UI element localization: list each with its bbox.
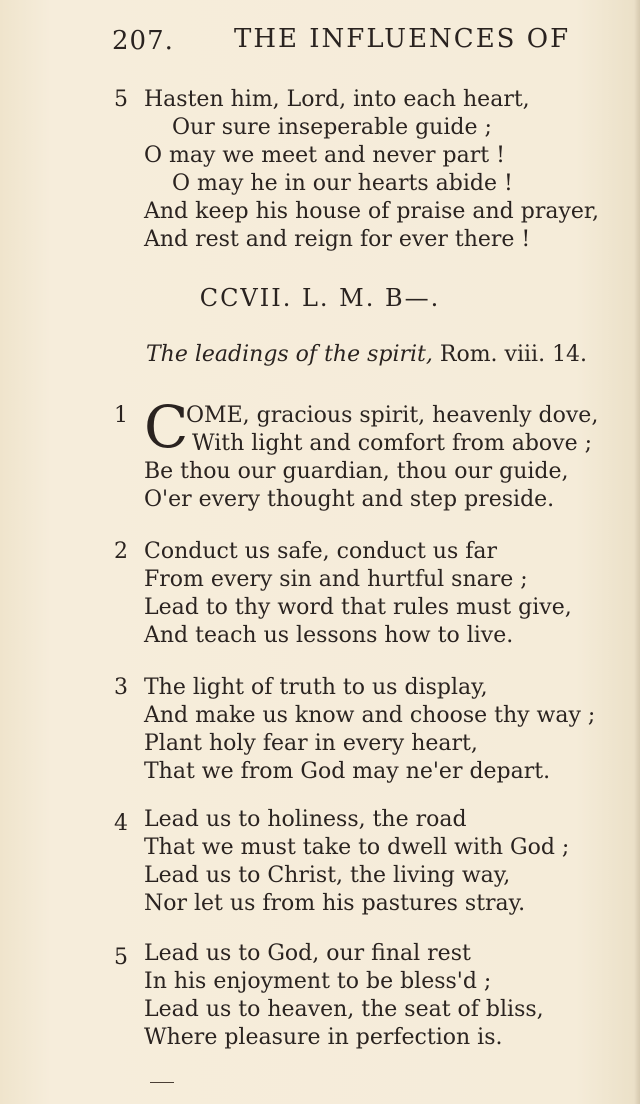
catchword-rule: [150, 1082, 174, 1083]
verse-line: That we must take to dwell with God ;: [144, 835, 570, 860]
verse-line: Be thou our guardian, thou our guide,: [144, 459, 569, 484]
running-header: [112, 20, 582, 60]
verse-line: Nor let us from his pastures stray.: [144, 891, 526, 916]
verse-line: Lead to thy word that rules must give,: [144, 595, 572, 620]
verse-line: That we from God may ne'er depart.: [144, 759, 551, 784]
page-edge-shadow: [634, 0, 640, 1104]
subtitle-theme: The leadings of the spirit,: [146, 342, 433, 367]
verse-line: Lead us to God, our final rest: [144, 941, 471, 966]
verse-line: And keep his house of praise and prayer,: [144, 199, 600, 224]
stanza-number: 5: [114, 945, 128, 970]
verse-line: And make us know and choose thy way ;: [144, 703, 596, 728]
verse-line: Lead us to holiness, the road: [144, 807, 467, 832]
verse-line: Conduct us safe, conduct us far: [144, 539, 498, 564]
verse-line: From every sin and hurtful snare ;: [144, 567, 528, 592]
hymn-heading: CCVII. L. M. B—.: [199, 284, 441, 312]
verse-line: The light of truth to us display,: [144, 675, 488, 700]
verse-line: With light and comfort from above ;: [192, 431, 593, 456]
stanza-number: 5: [114, 87, 128, 112]
drop-cap: C: [144, 393, 189, 461]
verse-line: OME, gracious spirit, heavenly dove,: [186, 403, 599, 428]
verse-line: O may we meet and never part !: [144, 143, 505, 168]
verse-line: And teach us lessons how to live.: [144, 623, 514, 648]
page-number: 207.: [112, 26, 174, 56]
stanza-number: 1: [114, 403, 128, 428]
verse-line: And rest and reign for ever there !: [144, 227, 531, 252]
verse-line: O'er every thought and step preside.: [144, 487, 555, 512]
hymn-subtitle: [146, 342, 587, 367]
scripture-reference: Rom. viii. 14.: [432, 342, 588, 367]
stanza-number: 4: [114, 811, 128, 836]
stanza-number: 3: [114, 675, 128, 700]
verse-line: In his enjoyment to be bless'd ;: [144, 969, 492, 994]
verse-line: Hasten him, Lord, into each heart,: [144, 87, 530, 112]
verse-line: Plant holy fear in every heart,: [144, 731, 478, 756]
verse-line: Where pleasure in perfection is.: [144, 1025, 503, 1050]
verse-line: Our sure inseperable guide ;: [172, 115, 492, 140]
verse-line: Lead us to heaven, the seat of bliss,: [144, 997, 544, 1022]
verse-line: O may he in our hearts abide !: [172, 171, 513, 196]
verse-line: Lead us to Christ, the living way,: [144, 863, 511, 888]
stanza-number: 2: [114, 539, 128, 564]
running-title: THE INFLUENCES OF: [234, 24, 571, 54]
